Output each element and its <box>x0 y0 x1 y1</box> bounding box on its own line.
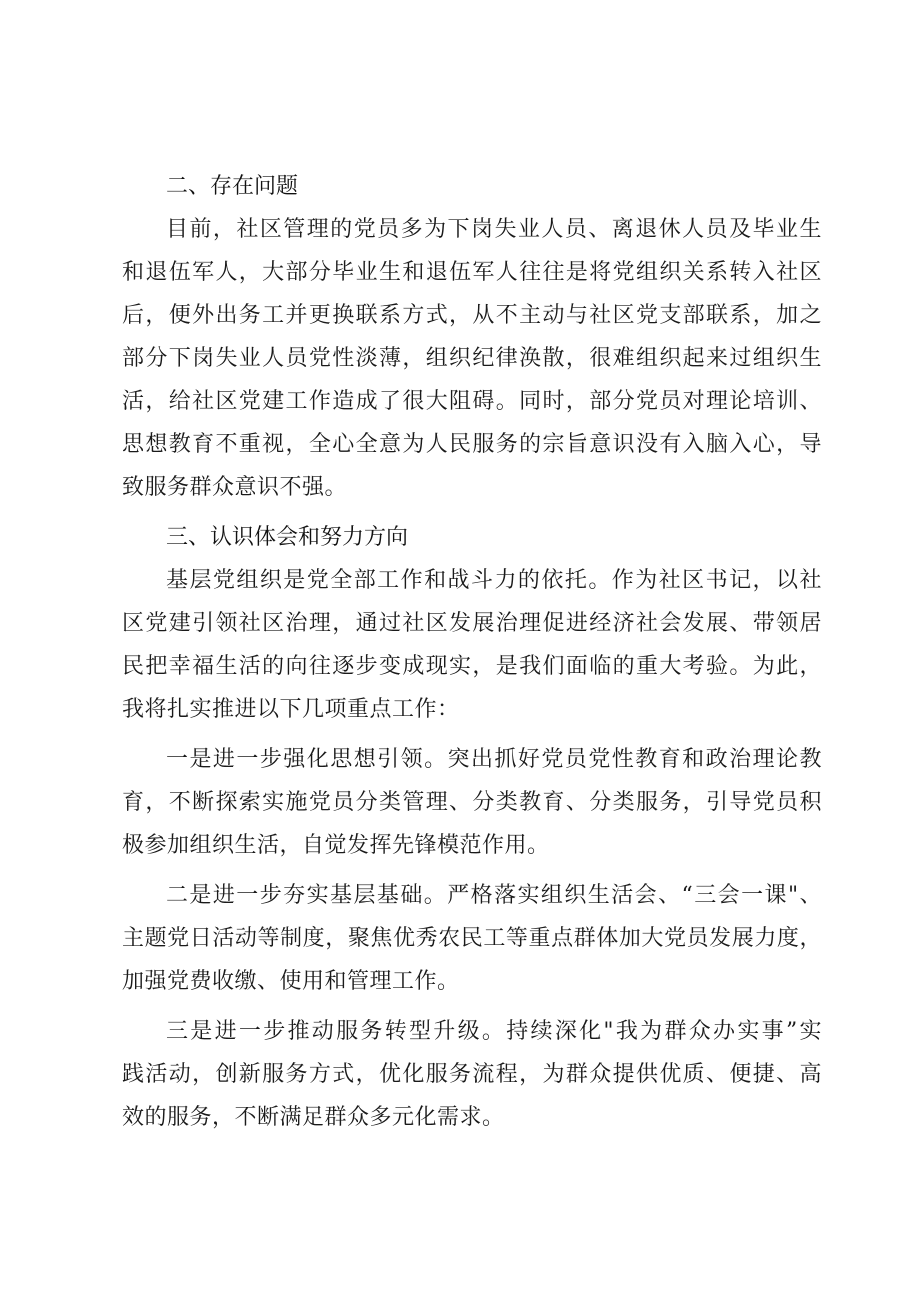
paragraph-line: 目前，社区管理的党员多为下岗失业人员、离退休人员及毕业生 <box>166 217 822 242</box>
paragraph-line: 民把幸福生活的向往逐步变成现实，是我们面临的重大考验。为此， <box>122 654 822 679</box>
section-heading-understanding: 三、认识体会和努力方向 <box>166 525 409 550</box>
spacer <box>122 731 822 738</box>
paragraph-line: 区党建引领社区治理，通过社区发展治理促进经济社会发展、带领居 <box>122 611 822 636</box>
paragraph-line: 育，不断探索实施党员分类管理、分类教育、分类服务，引导党员积 <box>122 790 822 815</box>
paragraph <box>122 208 822 509</box>
section-heading-problems: 二、存在问题 <box>166 174 299 199</box>
spacer <box>122 509 822 516</box>
paragraph-line: 我将扎实推进以下几项重点工作： <box>122 697 460 722</box>
paragraph-line: 基层党组织是党全部工作和战斗力的依托。作为社区书记，以社 <box>166 568 822 593</box>
spacer <box>122 867 822 874</box>
paragraph-line: 加强党费收缴、使用和管理工作。 <box>122 969 460 994</box>
paragraph-line: 致服务群众意识不强。 <box>122 475 348 500</box>
paragraph-line: 一是进一步强化思想引领。突出抓好党员党性教育和政治理论教 <box>166 747 822 772</box>
paragraph-line: 极参加组织生活，自觉发挥先锋模范作用。 <box>122 833 550 858</box>
document-body <box>122 165 822 1139</box>
paragraph <box>122 874 822 1003</box>
paragraph <box>122 738 822 867</box>
paragraph <box>122 559 822 731</box>
paragraph-line: 二是进一步夯实基层基础。严格落实组织生活会、“三会一课"、 <box>166 883 822 908</box>
spacer <box>122 1003 822 1010</box>
paragraph-line: 活，给社区党建工作造成了很大阻碍。同时，部分党员对理论培训、 <box>122 389 822 414</box>
paragraph-line: 后，便外出务工并更换联系方式，从不主动与社区党支部联系，加之 <box>122 303 822 328</box>
paragraph-line: 践活动，创新服务方式，优化服务流程，为群众提供优质、便捷、高 <box>122 1062 822 1087</box>
paragraph <box>122 1010 822 1139</box>
paragraph-line: 思想教育不重视，全心全意为人民服务的宗旨意识没有入脑入心，导 <box>122 432 822 457</box>
paragraph-line: 和退伍军人，大部分毕业生和退伍军人往往是将党组织关系转入社区 <box>122 260 822 285</box>
paragraph-line: 部分下岗失业人员党性淡薄，组织纪律涣散，很难组织起来过组织生 <box>122 346 822 371</box>
paragraph-line: 主题党日活动等制度，聚焦优秀农民工等重点群体加大党员发展力度， <box>122 926 822 951</box>
paragraph-line: 三是进一步推动服务转型升级。持续深化"我为群众办实事”实 <box>166 1019 822 1044</box>
paragraph-line: 效的服务，不断满足群众多元化需求。 <box>122 1105 505 1130</box>
